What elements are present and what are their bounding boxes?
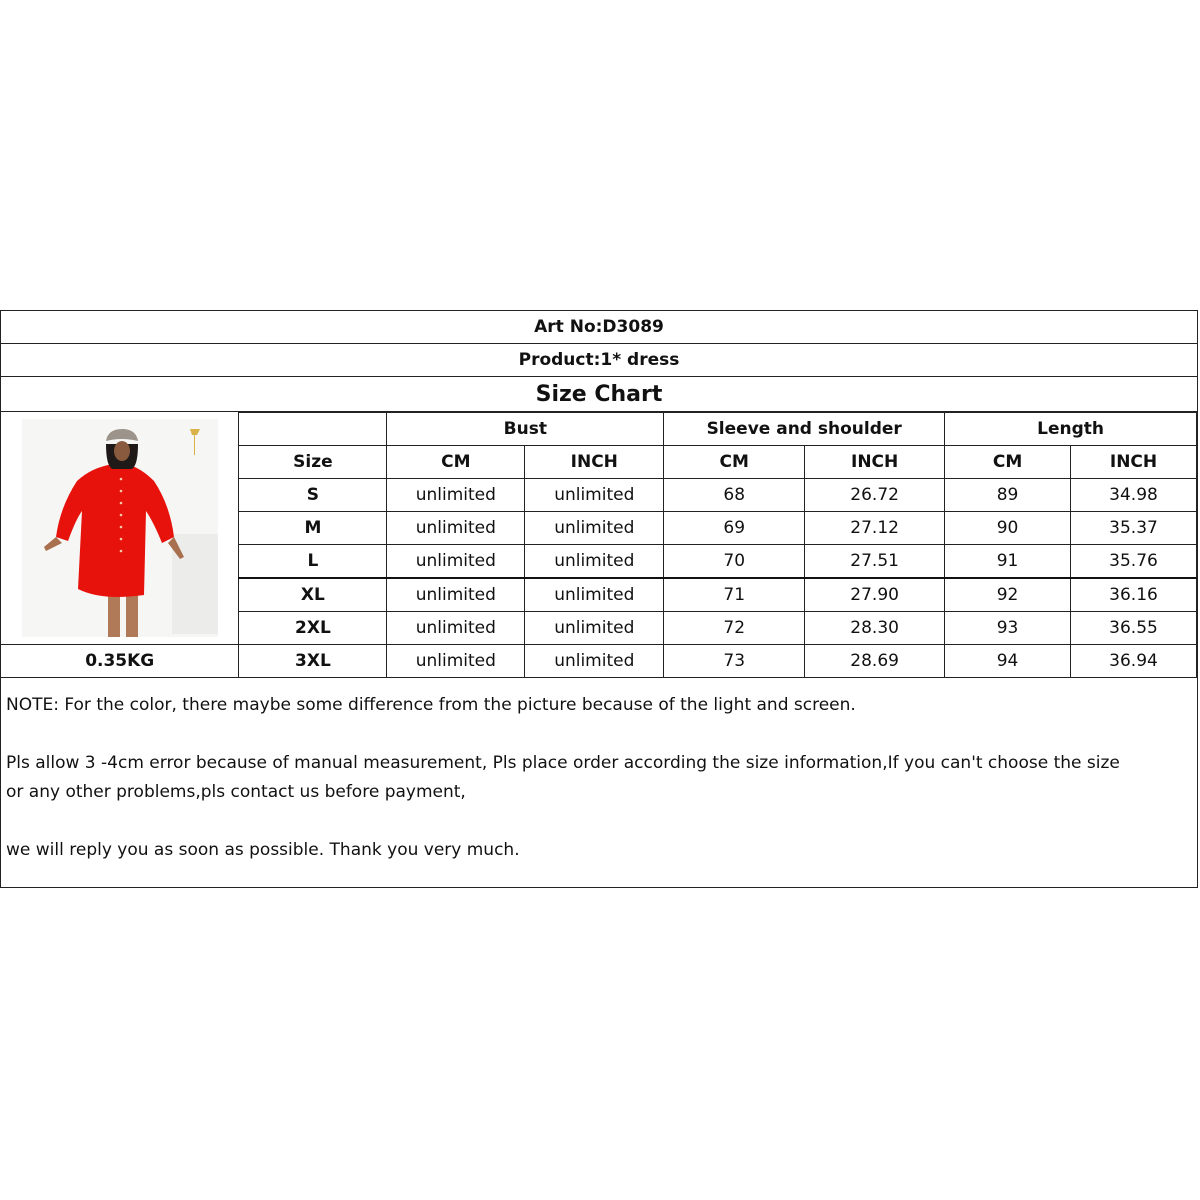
col-header-bust-cm: CM	[387, 446, 525, 479]
sleeve-cm-cell: 69	[664, 512, 805, 545]
product-line: Product:1* dress	[1, 344, 1197, 377]
col-header-length-inch: INCH	[1071, 446, 1197, 479]
length-inch-cell: 35.76	[1071, 545, 1197, 579]
table-row	[1, 645, 1197, 678]
sleeve-inch-cell: 27.90	[805, 578, 945, 612]
bust-cm-cell: unlimited	[387, 645, 525, 678]
note-reply: we will reply you as soon as possible. Thank you very much.	[6, 840, 520, 860]
bust-cm-cell: unlimited	[387, 545, 525, 579]
col-header-length-cm: CM	[945, 446, 1071, 479]
size-cell: L	[239, 545, 387, 579]
length-inch-cell: 36.94	[1071, 645, 1197, 678]
bust-inch-cell: unlimited	[525, 479, 664, 512]
length-inch-cell: 35.37	[1071, 512, 1197, 545]
size-cell: 3XL	[239, 645, 387, 678]
col-header-sleeve-cm: CM	[664, 446, 805, 479]
bust-cm-cell: unlimited	[387, 479, 525, 512]
sleeve-cm-cell: 70	[664, 545, 805, 579]
length-inch-cell: 36.55	[1071, 612, 1197, 645]
group-header-bust: Bust	[387, 413, 664, 446]
sleeve-inch-cell: 28.30	[805, 612, 945, 645]
length-inch-cell: 36.16	[1071, 578, 1197, 612]
size-cell: 2XL	[239, 612, 387, 645]
sleeve-inch-cell: 27.12	[805, 512, 945, 545]
size-cell: XL	[239, 578, 387, 612]
size-chart-sheet	[0, 310, 1198, 888]
bust-cm-cell: unlimited	[387, 578, 525, 612]
sleeve-cm-cell: 71	[664, 578, 805, 612]
bust-inch-cell: unlimited	[525, 612, 664, 645]
size-table	[1, 412, 1197, 678]
col-header-sleeve-inch: INCH	[805, 446, 945, 479]
length-cm-cell: 91	[945, 545, 1071, 579]
product-photo-cell	[1, 413, 239, 645]
bust-cm-cell: unlimited	[387, 612, 525, 645]
sleeve-cm-cell: 72	[664, 612, 805, 645]
length-cm-cell: 90	[945, 512, 1071, 545]
group-header-length: Length	[945, 413, 1197, 446]
bust-inch-cell: unlimited	[525, 645, 664, 678]
note-measurement: Pls allow 3 -4cm error because of manual measurement, Pls place order according the size information,If you can't choose the size	[6, 753, 1120, 773]
sleeve-inch-cell: 27.51	[805, 545, 945, 579]
product-photo	[22, 419, 218, 637]
length-cm-cell: 92	[945, 578, 1071, 612]
art-number: Art No:D3089	[1, 311, 1197, 344]
sleeve-inch-cell: 26.72	[805, 479, 945, 512]
length-cm-cell: 94	[945, 645, 1071, 678]
size-cell: M	[239, 512, 387, 545]
length-cm-cell: 93	[945, 612, 1071, 645]
sleeve-cm-cell: 68	[664, 479, 805, 512]
size-chart-title: Size Chart	[1, 377, 1197, 412]
note-contact: or any other problems,pls contact us before payment,	[6, 782, 466, 802]
length-inch-cell: 34.98	[1071, 479, 1197, 512]
col-header-bust-inch: INCH	[525, 446, 664, 479]
size-cell: S	[239, 479, 387, 512]
bust-cm-cell: unlimited	[387, 512, 525, 545]
bust-inch-cell: unlimited	[525, 578, 664, 612]
sleeve-inch-cell: 28.69	[805, 645, 945, 678]
weight-cell: 0.35KG	[1, 645, 239, 678]
bust-inch-cell: unlimited	[525, 545, 664, 579]
col-header-size: Size	[239, 446, 387, 479]
bust-inch-cell: unlimited	[525, 512, 664, 545]
group-header-sleeve: Sleeve and shoulder	[664, 413, 945, 446]
model-in-red-dress-image	[22, 419, 218, 637]
note-color: NOTE: For the color, there maybe some difference from the picture because of the light and screen.	[6, 695, 856, 715]
sleeve-cm-cell: 73	[664, 645, 805, 678]
notes-section	[1, 691, 1197, 865]
empty-header-cell	[239, 413, 387, 446]
length-cm-cell: 89	[945, 479, 1071, 512]
